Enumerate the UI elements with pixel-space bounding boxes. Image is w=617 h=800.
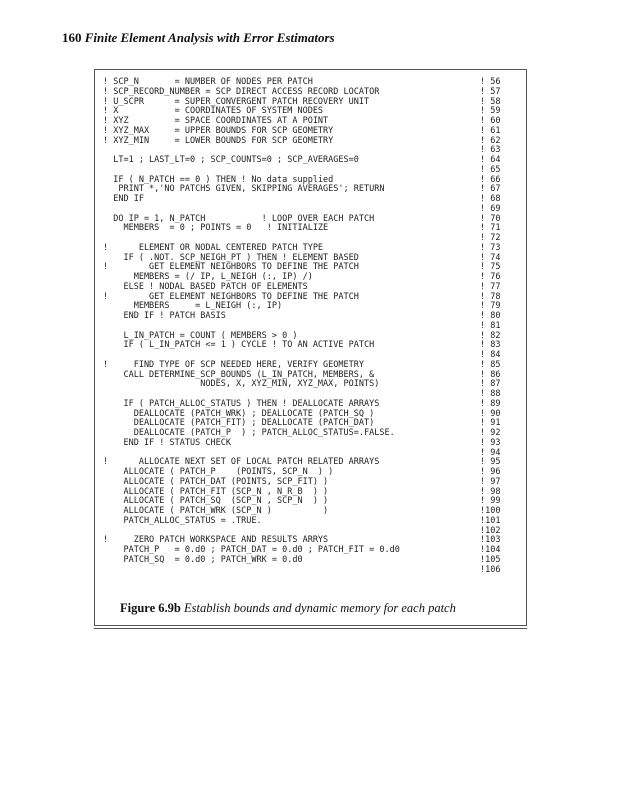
code-text: IF ( .NOT. SCP_NEIGH_PT ) THEN ! ELEMENT BASED (103, 252, 359, 263)
line-number-comment: !106 (480, 564, 501, 575)
line-number-comment: ! 91 (480, 418, 501, 429)
line-number-comment: ! 67 (480, 184, 501, 195)
figure-caption (120, 601, 456, 616)
code-text: ! XYZ_MAX = UPPER BOUNDS FOR SCP GEOMETRY (103, 125, 334, 136)
line-number-comment: ! 68 (480, 194, 501, 204)
code-line (103, 224, 523, 234)
line-number-comment: ! 84 (480, 350, 501, 360)
code-text: ! X = COORDINATES OF SYSTEM NODES (103, 106, 324, 117)
line-number-comment: ! 96 (480, 467, 501, 477)
line-number-comment: ! 57 (480, 86, 501, 97)
line-number-comment: ! 92 (480, 428, 501, 438)
line-number-comment: ! 97 (480, 476, 501, 487)
code-line (103, 312, 523, 322)
code-text: END IF ! STATUS CHECK (103, 437, 231, 448)
code-text: ! U_SCPR = SUPER_CONVERGENT PATCH RECOVERY UNIT (103, 96, 370, 107)
code-text: ! SCP_N = NUMBER OF NODES PER PATCH (103, 77, 313, 87)
code-text: END IF (103, 194, 144, 204)
code-text: NODES, X, XYZ_MIN, XYZ_MAX, POINTS) (103, 379, 380, 390)
line-number-comment: ! 86 (480, 369, 501, 380)
code-text: ALLOCATE ( PATCH_DAT (POINTS, SCP_FIT) ) (103, 476, 329, 487)
line-number-comment: ! 90 (480, 408, 501, 419)
line-number-comment: ! 60 (480, 116, 501, 126)
code-text: ! FIND TYPE OF SCP NEEDED HERE, VERIFY GEOMETRY (103, 359, 364, 370)
code-text: IF ( PATCH_ALLOC_STATUS ) THEN ! DEALLOCATE ARRAYS (103, 398, 380, 409)
code-text: END IF ! PATCH BASIS (103, 311, 226, 321)
code-line (103, 566, 523, 576)
book-title: Finite Element Analysis with Error Estimators (84, 30, 335, 45)
code-text: MEMBERS = L_NEIGH (:, IP) (103, 301, 283, 312)
code-text: ALLOCATE ( PATCH_FIT (SCP_N , N_R_B ) ) (103, 486, 329, 497)
line-number-comment: ! 98 (480, 486, 501, 497)
line-number-comment: ! 79 (480, 301, 501, 312)
line-number-comment: !104 (480, 545, 501, 555)
line-number-comment: ! 78 (480, 291, 501, 302)
code-text: ! XYZ_MIN = LOWER BOUNDS FOR SCP GEOMETRY (103, 135, 334, 146)
code-line (103, 156, 523, 166)
caption-text: Establish bounds and dynamic memory for each patch (184, 601, 456, 615)
line-number-comment: !103 (480, 535, 501, 546)
code-line (103, 556, 523, 566)
code-text: DEALLOCATE (PATCH_FIT) ; DEALLOCATE (PATCH_DAT) (103, 418, 375, 429)
line-number-comment: ! 83 (480, 340, 501, 351)
code-text: MEMBERS = (/ IP, L_NEIGH (:, IP) /) (103, 272, 313, 282)
line-number-comment: ! 65 (480, 164, 501, 175)
line-number-comment: ! 95 (480, 457, 501, 468)
line-number-comment: ! 63 (480, 145, 501, 156)
line-number-comment: !102 (480, 525, 501, 536)
code-line (103, 195, 523, 205)
code-text: ! ALLOCATE NEXT SET OF LOCAL PATCH RELATED ARRAYS (103, 457, 380, 468)
line-number-comment: ! 69 (480, 203, 501, 214)
code-text: ! GET ELEMENT NEIGHBORS TO DEFINE THE PATCH (103, 291, 359, 302)
code-text: DEALLOCATE (PATCH_WRK) ; DEALLOCATE (PATCH_SQ ) (103, 408, 375, 419)
line-number-comment: ! 64 (480, 155, 501, 165)
line-number-comment: ! 75 (480, 262, 501, 273)
code-line (103, 380, 523, 390)
code-text: CALL DETERMINE_SCP_BOUNDS (L_IN_PATCH, MEMBERS, & (103, 369, 375, 380)
line-number-comment: !105 (480, 554, 501, 565)
line-number-comment: ! 74 (480, 252, 501, 263)
code-text: ! GET ELEMENT NEIGHBORS TO DEFINE THE PATCH (103, 262, 359, 273)
line-number-comment: ! 59 (480, 106, 501, 117)
code-text: ALLOCATE ( PATCH_SQ (SCP_N , SCP_N ) ) (103, 496, 329, 507)
code-line (103, 185, 523, 195)
line-number-comment: ! 76 (480, 272, 501, 282)
line-number-comment: ! 93 (480, 437, 501, 448)
line-number-comment: !101 (480, 515, 501, 526)
code-text: ! XYZ = SPACE COORDINATES AT A POINT (103, 116, 329, 126)
page-number: 160 (62, 30, 82, 45)
line-number-comment: ! 99 (480, 496, 501, 507)
code-text: DO IP = 1, N_PATCH ! LOOP OVER EACH PATCH (103, 213, 375, 224)
code-text: MEMBERS = 0 ; POINTS = 0 ! INITIALIZE (103, 223, 329, 234)
line-number-comment: ! 81 (480, 320, 501, 331)
line-number-comment: ! 58 (480, 96, 501, 107)
line-number-comment: ! 82 (480, 330, 501, 341)
line-number-comment: ! 94 (480, 447, 501, 458)
line-number-comment: ! 73 (480, 242, 501, 253)
code-line (103, 439, 523, 449)
code-text: L_IN_PATCH = COUNT ( MEMBERS > 0 ) (103, 330, 298, 341)
code-line (103, 517, 523, 527)
line-number-comment: ! 62 (480, 135, 501, 146)
code-listing (103, 78, 523, 575)
code-text: ! ELEMENT OR NODAL CENTERED PATCH TYPE (103, 242, 324, 253)
code-text: PATCH_SQ = 0.d0 ; PATCH_WRK = 0.d0 (103, 554, 303, 565)
line-number-comment: ! 87 (480, 379, 501, 390)
code-line (103, 137, 523, 147)
figure-bottom-double-rule (94, 628, 527, 629)
code-text: PATCH_P = 0.d0 ; PATCH_DAT = 0.d0 ; PATCH_FIT = 0.d0 (103, 545, 400, 555)
code-text: PATCH_ALLOC_STATUS = .TRUE. (103, 515, 262, 526)
code-text: ALLOCATE ( PATCH_WRK (SCP_N ) ) (103, 506, 329, 516)
code-text: ELSE ! NODAL BASED PATCH OF ELEMENTS (103, 281, 308, 292)
code-text: ! ZERO PATCH WORKSPACE AND RESULTS ARRYS (103, 535, 329, 546)
line-number-comment: ! 85 (480, 359, 501, 370)
running-head (62, 30, 335, 46)
line-number-comment: ! 56 (480, 77, 501, 87)
code-text: LT=1 ; LAST_LT=0 ; SCP_COUNTS=0 ; SCP_AVERAGES=0 (103, 155, 359, 165)
line-number-comment: ! 88 (480, 389, 501, 399)
line-number-comment: !100 (480, 506, 501, 516)
code-text: IF ( N_PATCH == 0 ) THEN ! No data supplied (103, 174, 334, 185)
line-number-comment: ! 72 (480, 233, 501, 243)
line-number-comment: ! 80 (480, 311, 501, 321)
code-line (103, 341, 523, 351)
line-number-comment: ! 77 (480, 281, 501, 292)
code-text: ALLOCATE ( PATCH_P (POINTS, SCP_N ) ) (103, 467, 334, 477)
caption-label: Figure 6.9b (120, 601, 181, 615)
line-number-comment: ! 70 (480, 213, 501, 224)
code-text: DEALLOCATE (PATCH_P ) ; PATCH_ALLOC_STATUS=.FALSE. (103, 428, 395, 438)
line-number-comment: ! 61 (480, 125, 501, 136)
code-text: PRINT *,'NO PATCHS GIVEN, SKIPPING AVERAGES'; RETURN (103, 184, 385, 195)
line-number-comment: ! 71 (480, 223, 501, 234)
code-text: ! SCP_RECORD_NUMBER = SCP DIRECT ACCESS RECORD LOCATOR (103, 86, 380, 97)
line-number-comment: ! 66 (480, 174, 501, 185)
code-text: IF ( L_IN_PATCH <= 1 ) CYCLE ! TO AN ACTIVE PATCH (103, 340, 375, 351)
line-number-comment: ! 89 (480, 398, 501, 409)
